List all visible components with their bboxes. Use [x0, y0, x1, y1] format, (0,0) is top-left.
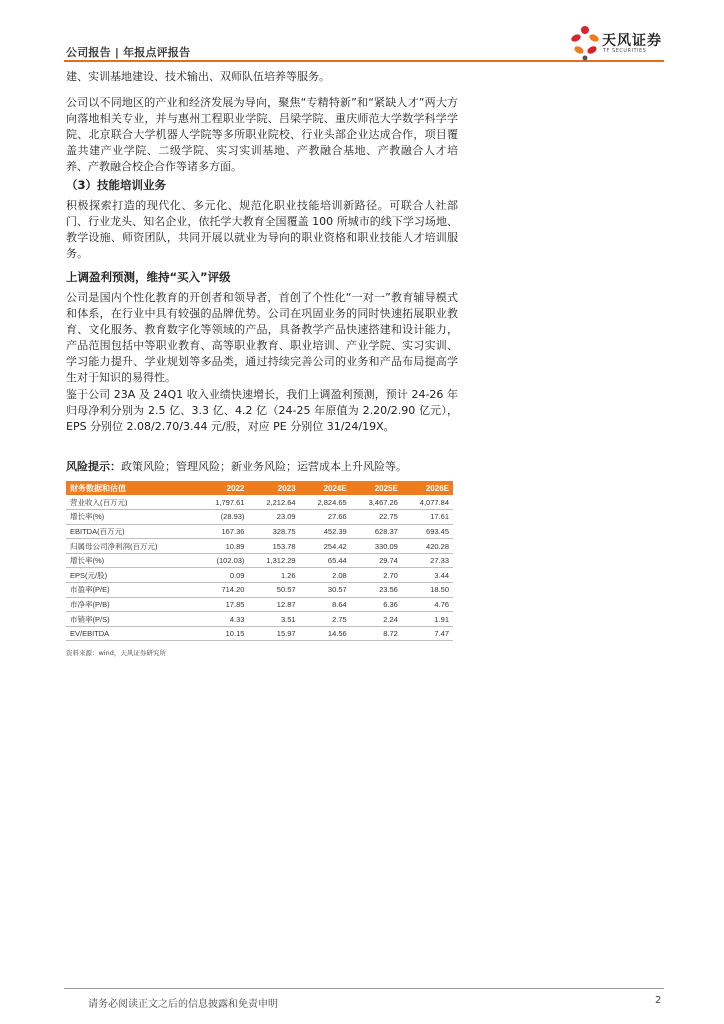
table-header-cell: 2026E [402, 481, 453, 495]
table-row-label: EBITDA(百万元) [66, 524, 197, 539]
footer-disclaimer: 请务必阅读正文之后的信息披露和免责申明 [88, 999, 278, 1010]
table-cell: 7.47 [402, 626, 453, 641]
table-row [66, 568, 453, 583]
table-cell: 2.24 [351, 612, 402, 627]
table-row [66, 583, 453, 598]
table-cell: 3,467.26 [351, 495, 402, 510]
table-cell: 14.56 [300, 626, 351, 641]
table-header-cell: 2023 [248, 481, 299, 495]
table-cell: 3.51 [248, 612, 299, 627]
logo-wordmark: 天风证券 [602, 33, 662, 49]
table-cell: 0.09 [197, 568, 248, 583]
risk-warning [66, 458, 407, 474]
table-cell: 6.36 [351, 597, 402, 612]
table-row [66, 524, 453, 539]
table-header-row [66, 481, 453, 495]
page-number: 2 [655, 995, 662, 1006]
table-cell: 27.33 [402, 553, 453, 568]
table-cell: 452.39 [300, 524, 351, 539]
table-cell: 8.72 [351, 626, 402, 641]
table-row [66, 626, 453, 641]
table-cell: 167.36 [197, 524, 248, 539]
table-row [66, 612, 453, 627]
table-cell: 714.20 [197, 583, 248, 598]
table-cell: 1.26 [248, 568, 299, 583]
table-cell: 23.56 [351, 583, 402, 598]
table-cell: 15.97 [248, 626, 299, 641]
table-row-label: 归属母公司净利润(百万元) [66, 539, 197, 554]
table-cell: 18.50 [402, 583, 453, 598]
table-row [66, 597, 453, 612]
logo-mark-icon [568, 24, 602, 62]
section-title-rating: 上调盈利预测，维持“买入”评级 [66, 270, 231, 284]
company-logo [568, 22, 668, 62]
risk-text: 政策风险；管理风险；新业务风险；运营成本上升风险等。 [121, 460, 407, 473]
table-header-cell: 财务数据和估值 [66, 481, 197, 495]
table-row [66, 495, 453, 510]
table-header-cell: 2022 [197, 481, 248, 495]
table-cell: 17.61 [402, 510, 453, 525]
table-cell: 2.70 [351, 568, 402, 583]
table-cell: 29.74 [351, 553, 402, 568]
table-row [66, 553, 453, 568]
table-row-label: 市销率(P/S) [66, 612, 197, 627]
table-cell: 2,212.64 [248, 495, 299, 510]
financial-table [66, 481, 453, 641]
logo-subtitle: TF SECURITIES [603, 48, 647, 54]
table-cell: 330.09 [351, 539, 402, 554]
table-row-label: 营业收入(百万元) [66, 495, 197, 510]
table-cell: 628.37 [351, 524, 402, 539]
footer-divider [64, 988, 664, 989]
risk-label: 风险提示： [66, 460, 121, 473]
table-row-label: 市盈率(P/E) [66, 583, 197, 598]
paragraph-1: 建、实训基地建设、技术输出、双师队伍培养等服务。 [66, 70, 330, 83]
table-cell: 12.87 [248, 597, 299, 612]
table-row-label: 增长率(%) [66, 510, 197, 525]
table-row [66, 539, 453, 554]
table-row-label: 增长率(%) [66, 553, 197, 568]
table-cell: 4,077.84 [402, 495, 453, 510]
table-cell: 27.66 [300, 510, 351, 525]
table-row [66, 510, 453, 525]
table-cell: 420.28 [402, 539, 453, 554]
table-cell: 50.57 [248, 583, 299, 598]
table-cell: 2.08 [300, 568, 351, 583]
table-cell: 2,824.65 [300, 495, 351, 510]
table-cell: 1.91 [402, 612, 453, 627]
table-cell: 1,312.29 [248, 553, 299, 568]
table-cell: (102.03) [197, 553, 248, 568]
table-cell: 10.15 [197, 626, 248, 641]
table-cell: 3.44 [402, 568, 453, 583]
paragraph-5: 鉴于公司 23A 及 24Q1 收入业绩快速增长，我们上调盈利预测，预计 24-26 年归母净利分别为 2.5 亿、3.3 亿、4.2 亿（24-25 年原值为 2.20/2.90 亿元），EPS 分别位 2.08/2.70/3.44 元/股，对应 PE 分别位 31/24/19X。 [66, 388, 458, 433]
table-cell: 30.57 [300, 583, 351, 598]
table-cell: 4.76 [402, 597, 453, 612]
table-cell: 8.64 [300, 597, 351, 612]
paragraph-4: 公司是国内个性化教育的开创者和领导者，首创了个性化“一对一”教育辅导模式和体系，在行业中具有较强的品牌优势。公司在巩固业务的同时快速拓展职业教育、文化服务、教育数字化等领域的产品，具备教学产品快速搭建和设计能力，产品范围包括中等职业教育、高等职业教育、职业培训、产业学院、实习实训、学习能力提升、学业规划等多品类，通过持续完善公司的业务和产品布局提高学生对于知识的易得性。 [66, 291, 458, 384]
table-cell: 254.42 [300, 539, 351, 554]
table-cell: 1,797.61 [197, 495, 248, 510]
table-row-label: EPS(元/股) [66, 568, 197, 583]
table-cell: 23.09 [248, 510, 299, 525]
paragraph-3: 积极探索打造的现代化、多元化、规范化职业技能培训新路径。可联合人社部门、行业龙头、知名企业，依托学大教育全国覆盖 100 所城市的线下学习场地、教学设施、师资团队，共同开展以就业为导向的职业资格和职业技能人才培训服务。 [66, 199, 458, 260]
table-cell: 2.75 [300, 612, 351, 627]
table-header-cell: 2025E [351, 481, 402, 495]
table-source-note: 资料来源：wind，天风证券研究所 [66, 649, 166, 657]
table-row-label: 市净率(P/B) [66, 597, 197, 612]
report-type-header: 公司报告 | 年报点评报告 [66, 46, 191, 59]
table-row-label: EV/EBITDA [66, 626, 197, 641]
table-cell: 693.45 [402, 524, 453, 539]
table-cell: 22.75 [351, 510, 402, 525]
table-cell: (28.93) [197, 510, 248, 525]
table-cell: 65.44 [300, 553, 351, 568]
table-header-cell: 2024E [300, 481, 351, 495]
table-cell: 153.78 [248, 539, 299, 554]
table-cell: 10.89 [197, 539, 248, 554]
table-cell: 17.85 [197, 597, 248, 612]
table-cell: 328.75 [248, 524, 299, 539]
table-body [66, 495, 453, 641]
table-cell: 4.33 [197, 612, 248, 627]
section-title-skills-training: （3）技能培训业务 [66, 178, 167, 192]
paragraph-2: 公司以不同地区的产业和经济发展为导向，聚焦“专精特新”和“紧缺人才”两大方向落地相关专业，并与惠州工程职业学院、吕梁学院、重庆师范大学数学科学学院、北京联合大学机器人学院等多所职业院校、行业头部企业达成合作，项目覆盖共建产业学院、二级学院、实习实训基地、产教融合基地、产教融合人才培养、产教融合校企合作等诸多方面。 [66, 96, 458, 173]
